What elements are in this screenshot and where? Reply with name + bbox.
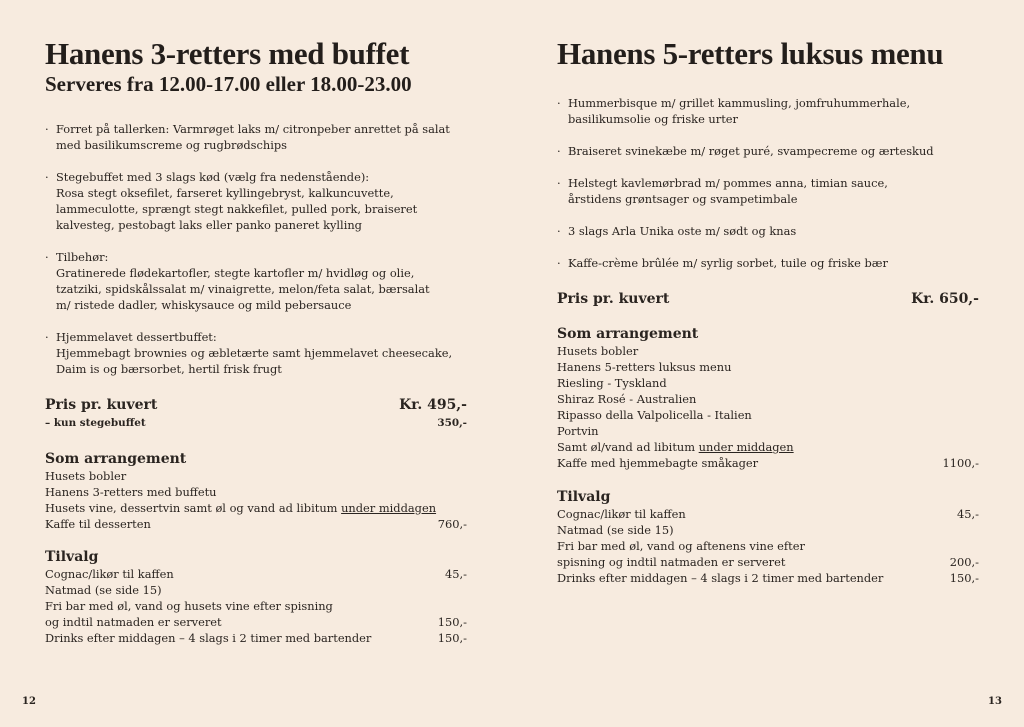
course-item	[557, 95, 979, 127]
bullet: ·	[45, 250, 49, 264]
course-item	[557, 143, 979, 159]
course-line: Forret på tallerken: Varmrøget laks m/ citronpeber anrettet på salat	[56, 122, 450, 136]
course-line: kalvesteg, pestobagt laks eller panko paneret kylling	[56, 218, 362, 232]
right-arr-line: Hanens 5-retters luksus menu	[557, 360, 732, 374]
course-line: m/ ristede dadler, whiskysauce og mild pebersauce	[56, 298, 352, 312]
right-tilvalg-price: 150,-	[949, 571, 979, 585]
left-price-section	[45, 396, 467, 431]
bullet: ·	[557, 96, 561, 110]
left-tilvalg-price: 45,-	[445, 567, 467, 581]
bullet: ·	[45, 330, 49, 344]
course-line: Stegebuffet med 3 slags kød (vælg fra nedenstående):	[56, 170, 370, 184]
left-arr-line: Husets bobler	[45, 469, 127, 483]
right-tilvalg-price: 45,-	[957, 507, 979, 521]
right-tilvalg-line: spisning og indtil natmaden er serveret	[557, 555, 786, 569]
right-tilvalg-line: Fri bar med øl, vand og aftenens vine efter	[557, 539, 805, 553]
bullet: ·	[45, 122, 49, 136]
right-arr-line: Kaffe med hjemmebagte småkager	[557, 456, 759, 470]
bullet: ·	[557, 224, 561, 238]
bullet: ·	[557, 176, 561, 190]
left-tilvalg-line: Fri bar med øl, vand og husets vine efter spisning	[45, 599, 333, 613]
left-page	[45, 0, 467, 727]
course-line: basilikumsolie og friske urter	[568, 112, 738, 126]
left-price-label: Pris pr. kuvert	[45, 397, 158, 413]
course-item	[45, 249, 467, 313]
left-arr-line	[45, 500, 436, 516]
course-line: Hummerbisque m/ grillet kammusling, jomfruhummerhale,	[568, 96, 911, 110]
left-tilvalg-section	[45, 548, 467, 646]
right-arr-line: Ripasso della Valpolicella - Italien	[557, 408, 752, 422]
left-title: Hanens 3-retters med buffet	[45, 36, 410, 71]
course-line: Daim is og bærsorbet, hertil frisk frugt	[56, 362, 282, 376]
right-tilvalg-section	[557, 488, 979, 586]
left-tilvalg-line: Cognac/likør til kaffen	[45, 567, 174, 581]
right-arr-line: Husets bobler	[557, 344, 639, 358]
course-line: årstidens grøntsager og svampetimbale	[568, 192, 798, 206]
course-line: Helstegt kavlemørbrad m/ pommes anna, timian sauce,	[568, 176, 888, 190]
course-line: Hjemmebagt brownies og æbletærte samt hjemmelavet cheesecake,	[56, 346, 453, 360]
right-tilvalg-line: Drinks efter middagen – 4 slags i 2 timer med bartender	[557, 571, 884, 585]
left-sub-price-value: 350,-	[437, 417, 467, 429]
right-arrangement-section	[557, 325, 979, 471]
course-item	[45, 169, 467, 233]
left-tilvalg-line: Natmad (se side 15)	[45, 583, 162, 597]
right-arr-underlined: under middagen	[698, 440, 794, 454]
course-line: lammeculotte, sprængt stegt nakkefilet, pulled pork, braiseret	[56, 202, 418, 216]
course-item	[45, 329, 467, 377]
right-arrangement-heading: Som arrangement	[557, 326, 699, 342]
left-arr-line-text: Husets vine, dessertvin samt øl og vand ad libitum	[45, 501, 342, 515]
right-page-number: 13	[988, 696, 1002, 707]
left-arr-line: Hanens 3-retters med buffetu	[45, 485, 217, 499]
right-arr-line: Portvin	[557, 424, 599, 438]
bullet: ·	[557, 144, 561, 158]
right-page	[557, 0, 979, 727]
left-arr-price: 760,-	[437, 517, 467, 531]
left-page-number: 12	[22, 696, 36, 707]
left-arrangement-section	[45, 450, 467, 532]
course-line: med basilikumscreme og rugbrødschips	[56, 138, 287, 152]
right-price-value: Kr. 650,-	[911, 291, 979, 307]
right-tilvalg-price: 200,-	[949, 555, 979, 569]
course-line: Hjemmelavet dessertbuffet:	[56, 330, 217, 344]
left-subtitle: Serveres fra 12.00-17.00 eller 18.00-23.00	[45, 72, 412, 96]
course-line: Kaffe-crème brûlée m/ syrlig sorbet, tuile og friske bær	[568, 256, 888, 270]
bullet: ·	[557, 256, 561, 270]
right-title: Hanens 5-retters luksus menu	[557, 36, 944, 71]
course-line: Tilbehør:	[56, 250, 109, 264]
left-price-value: Kr. 495,-	[399, 397, 467, 413]
course-item	[45, 121, 467, 153]
bullet: ·	[45, 170, 49, 184]
course-line: Braiseret svinekæbe m/ røget puré, svampecreme og ærteskud	[568, 144, 934, 158]
course-line: tzatziki, spidskålssalat m/ vinaigrette, melon/feta salat, bærsalat	[56, 282, 430, 296]
right-price-label: Pris pr. kuvert	[557, 291, 670, 307]
left-tilvalg-price: 150,-	[437, 615, 467, 629]
left-sub-price-label: – kun stegebuffet	[45, 417, 146, 429]
course-line: 3 slags Arla Unika oste m/ sødt og knas	[568, 224, 797, 238]
right-arr-line: Shiraz Rosé - Australien	[557, 392, 697, 406]
right-price-section	[557, 290, 979, 308]
right-arr-line-text: Samt øl/vand ad libitum	[557, 440, 699, 454]
course-line: Gratinerede flødekartofler, stegte kartofler m/ hvidløg og olie,	[56, 266, 415, 280]
right-arr-price: 1100,-	[942, 456, 979, 470]
left-tilvalg-line: og indtil natmaden er serveret	[45, 615, 222, 629]
right-arr-line: Riesling - Tyskland	[557, 376, 667, 390]
course-item	[557, 223, 979, 239]
course-item	[557, 175, 979, 207]
left-tilvalg-line: Drinks efter middagen – 4 slags i 2 timer med bartender	[45, 631, 372, 645]
right-tilvalg-line: Natmad (se side 15)	[557, 523, 674, 537]
left-arrangement-heading: Som arrangement	[45, 451, 187, 467]
left-tilvalg-heading: Tilvalg	[45, 549, 99, 565]
right-course-list	[557, 95, 979, 287]
course-item	[557, 255, 979, 271]
left-tilvalg-price: 150,-	[437, 631, 467, 645]
right-tilvalg-heading: Tilvalg	[557, 489, 611, 505]
left-course-list	[45, 121, 467, 393]
right-tilvalg-line: Cognac/likør til kaffen	[557, 507, 686, 521]
left-arr-line: Kaffe til desserten	[45, 517, 151, 531]
right-arr-line	[557, 439, 794, 455]
course-line: Rosa stegt oksefilet, farseret kyllingebryst, kalkuncuvette,	[56, 186, 394, 200]
left-arr-underlined: under middagen	[341, 501, 437, 515]
